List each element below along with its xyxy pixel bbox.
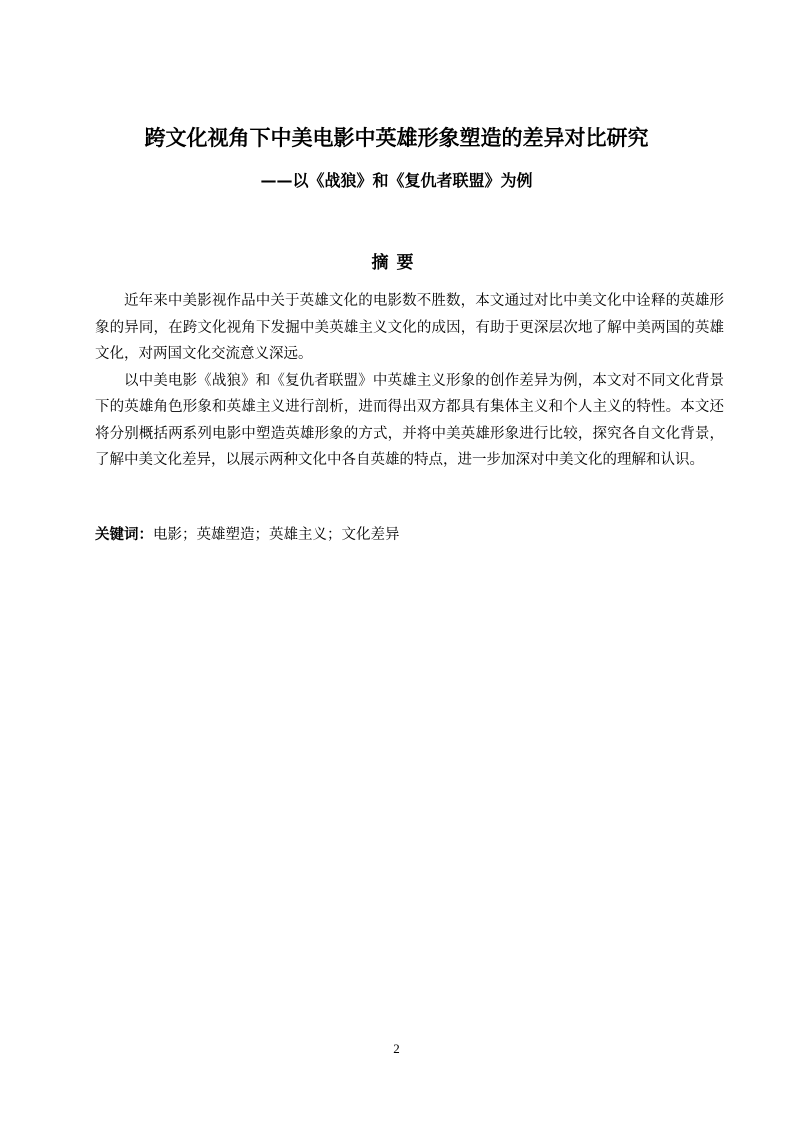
keywords-label: 关键词：: [95, 527, 153, 543]
abstract-body: [95, 288, 724, 474]
abstract-heading: 摘要: [371, 253, 422, 273]
page-number: 2: [393, 1041, 400, 1056]
paper-subtitle: ——以《战狼》和《复仇者联盟》为例: [260, 171, 533, 190]
abstract-paragraph-1: 近年来中美影视作品中关于英雄文化的电影数不胜数，本文通过对比中美文化中诠释的英雄形象的异同，在跨文化视角下发掘中美英雄主义文化的成因，有助于更深层次地了解中美两国的英雄文化，对两国文化交流意义深远。: [95, 293, 724, 362]
paper-title: 跨文化视角下中美电影中英雄形象塑造的差异对比研究: [144, 126, 649, 150]
keywords-text: 电影；英雄塑造；英雄主义；文化差异: [153, 527, 400, 543]
keywords-line: [95, 522, 724, 548]
abstract-paragraph-2: 以中美电影《战狼》和《复仇者联盟》中英雄主义形象的创作差异为例，本文对不同文化背景下的英雄角色形象和英雄主义进行剖析，进而得出双方都具有集体主义和个人主义的特性。本文还将分别概括两系列电影中塑造英雄形象的方式，并将中美英雄形象进行比较，探究各自文化背景，了解中美文化差异，以展示两种文化中各自英雄的特点，进一步加深对中美文化的理解和认识。: [95, 372, 724, 468]
